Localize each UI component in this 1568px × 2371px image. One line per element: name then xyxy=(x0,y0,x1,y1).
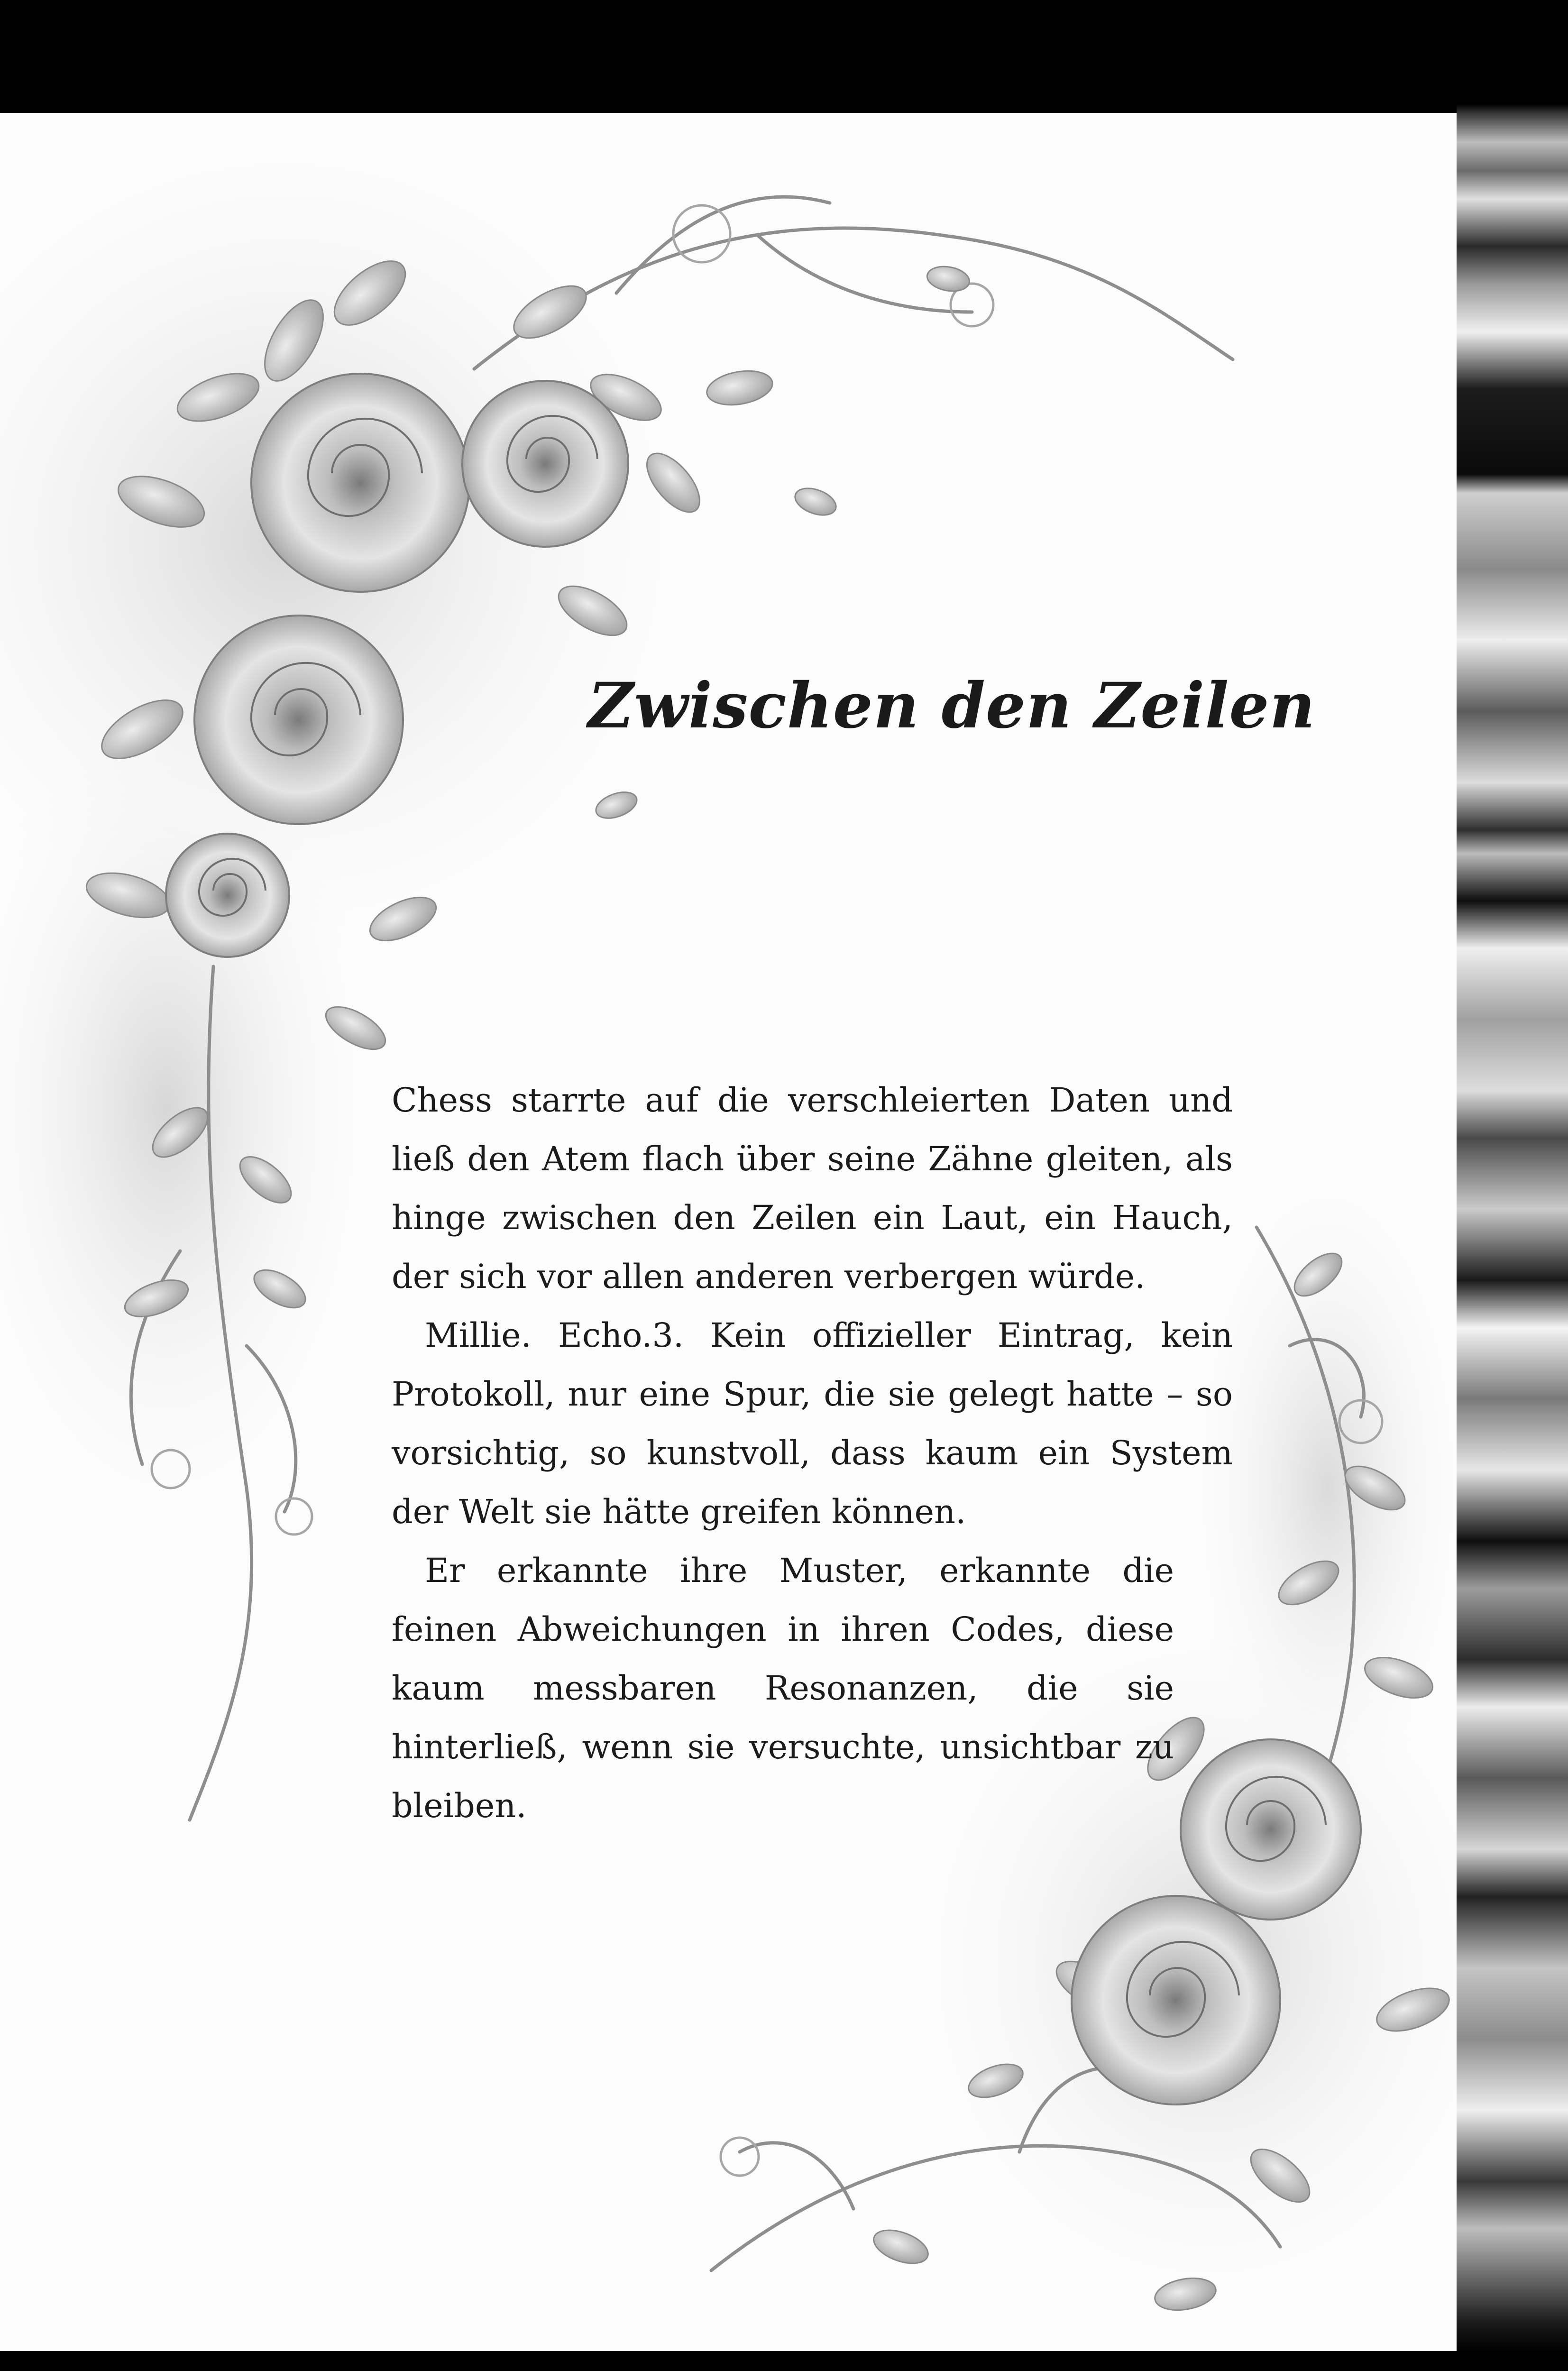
right-edge-strip xyxy=(1457,0,1568,2371)
chapter-body xyxy=(392,1071,1233,1835)
chapter-title: Zwischen den Zeilen xyxy=(588,669,1316,743)
top-letterbox-bar xyxy=(0,0,1568,113)
paragraph-3: Er erkannte ihre Muster, erkannte die feinen Abweichungen in ihren Codes, diese kaum messbaren Resonanzen, die sie hinterließ, wenn sie versuchte, unsichtbar zu bleiben. xyxy=(392,1551,1174,1825)
paragraph-2: Millie. Echo.3. Kein offizieller Eintrag, kein Protokoll, nur eine Spur, die sie gelegt hatte – so vorsichtig, so kunstvoll, dass kaum ein System der Welt sie hätte greifen können. xyxy=(392,1316,1233,1531)
paragraph-1: Chess starrte auf die verschleierten Daten und ließ den Atem flach über seine Zähne gleiten, als hinge zwischen den Zeilen ein Laut, ein Hauch, der sich vor allen anderen verbergen würde. xyxy=(392,1081,1233,1296)
bottom-letterbox-bar xyxy=(0,2351,1568,2371)
book-page xyxy=(0,113,1457,2351)
